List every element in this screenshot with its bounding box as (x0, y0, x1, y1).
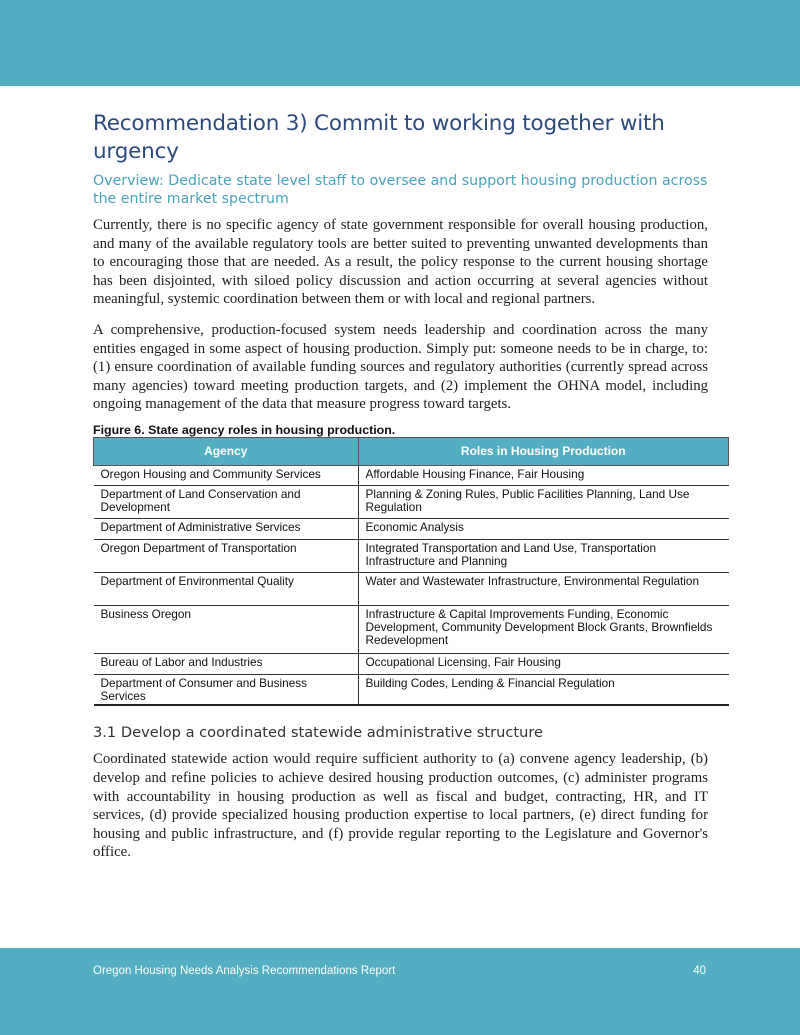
roles-cell: Integrated Transportation and Land Use, Transportation Infrastructure and Planning (358, 539, 729, 572)
column-header-roles: Roles in Housing Production (358, 437, 729, 465)
subsection-body: Coordinated statewide action would require sufficient authority to (a) convene agency leadership, (b) develop and refine policies to achieve desired housing production outcomes, (c) administer programs with accountability in housing production as well as fiscal and budget, contracting, HR, and IT services, (d) provide specialized housing production expertise to local partners, (e) direct funding for housing and public infrastructure, and (f) provide regular reporting to the Legislature and Governor's office. (93, 751, 708, 861)
agency-cell: Department of Administrative Services (94, 518, 359, 539)
page-content (93, 110, 713, 862)
agency-roles-table (93, 437, 729, 707)
agency-cell: Business Oregon (94, 605, 359, 653)
roles-cell: Infrastructure & Capital Improvements Funding, Economic Development, Community Development Block Grants, Brownfields Redevelopment (358, 605, 729, 653)
table-row (94, 674, 729, 705)
subsection-title: 3.1 Develop a coordinated statewide administrative structure (93, 724, 544, 742)
table-row (94, 485, 729, 518)
agency-cell: Bureau of Labor and Industries (94, 653, 359, 674)
table-row (94, 605, 729, 653)
roles-cell: Economic Analysis (358, 518, 729, 539)
body-paragraph-2: A comprehensive, production-focused system needs leadership and coordination across the many entities engaged in some aspect of housing production. Simply put: someone needs to be in charge, to: (1) ensure coordination of available funding sources and regulatory authorities (currently spread across many agencies) toward meeting production targets, and (2) implement the OHNA model, including ongoing management of the data that measure progress toward targets. (93, 321, 708, 413)
agency-cell: Department of Environmental Quality (94, 572, 359, 605)
agency-cell: Department of Consumer and Business Services (94, 674, 359, 705)
figure-caption: Figure 6. State agency roles in housing production. (93, 422, 396, 437)
overview-subheading: Overview: Dedicate state level staff to oversee and support housing production across the entire market spectrum (93, 173, 708, 207)
roles-cell: Water and Wastewater Infrastructure, Environmental Regulation (358, 572, 729, 605)
agency-cell: Oregon Housing and Community Services (94, 465, 359, 485)
table-row (94, 518, 729, 539)
table-header-row (94, 437, 729, 465)
table-row (94, 465, 729, 485)
agency-cell: Oregon Department of Transportation (94, 539, 359, 572)
footer-report-title: Oregon Housing Needs Analysis Recommendations Report (93, 965, 396, 977)
roles-cell: Planning & Zoning Rules, Public Facilities Planning, Land Use Regulation (358, 485, 729, 518)
roles-cell: Affordable Housing Finance, Fair Housing (358, 465, 729, 485)
table-row (94, 653, 729, 674)
table-row (94, 572, 729, 605)
column-header-agency: Agency (94, 437, 359, 465)
roles-cell: Building Codes, Lending & Financial Regulation (358, 674, 729, 705)
footer-band (0, 948, 800, 1035)
agency-cell: Department of Land Conservation and Development (94, 485, 359, 518)
header-band (0, 0, 800, 86)
page-number: 40 (693, 965, 706, 977)
body-paragraph-1: Currently, there is no specific agency of state government responsible for overall housing production, and many of the available regulatory tools are better suited to preventing unwanted developments than to encouraging those that are needed. As a result, the policy response to the current housing shortage has been disjointed, with siloed policy discussion and action occurring at several agencies without meaningful, systemic coordination between them or with local and regional partners. (93, 217, 708, 308)
roles-cell: Occupational Licensing, Fair Housing (358, 653, 729, 674)
section-heading: Recommendation 3) Commit to working together with urgency (93, 111, 665, 164)
table-row (94, 539, 729, 572)
